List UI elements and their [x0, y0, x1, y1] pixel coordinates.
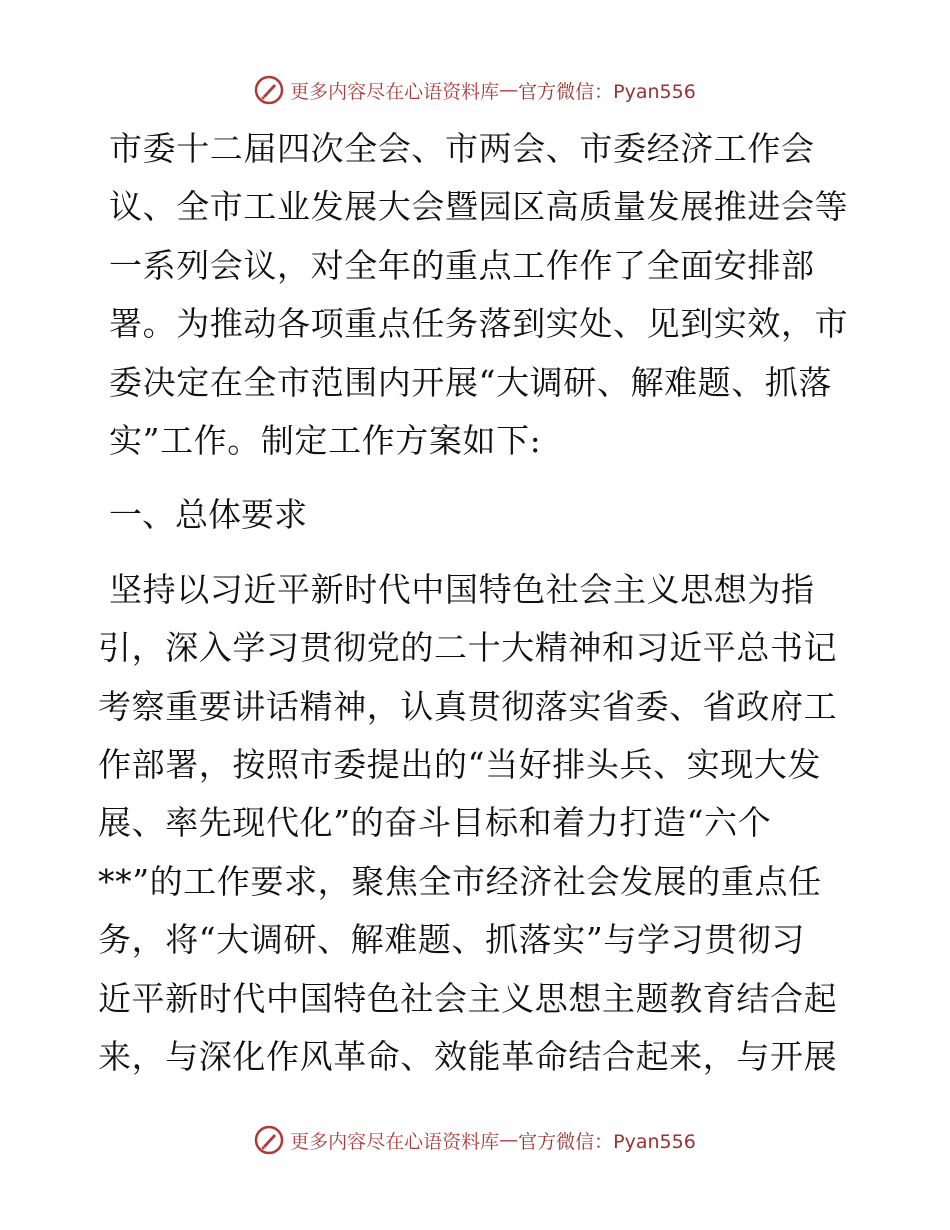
text-line: 近平新时代中国特色社会主义思想主题教育结合起 — [98, 978, 838, 1018]
banner-wechat: 官方微信：Pyan556 — [518, 80, 696, 103]
text-line: 实”工作。制定工作方案如下: — [109, 421, 542, 461]
banner-dash: — — [499, 1129, 519, 1151]
text-line: 务，将“大调研、解难题、抓落实”与学习贯彻习 — [98, 920, 805, 960]
banner-wechat: 官方微信：Pyan556 — [518, 1130, 696, 1153]
banner-text: 更多内容尽在心语资料库 — [290, 80, 500, 103]
text-line: 坚持以习近平新时代中国特色社会主义思想为指 — [109, 569, 815, 609]
banner-text: 更多内容尽在心语资料库 — [290, 1130, 500, 1153]
text-line: 一系列会议，对全年的重点工作作了全面安排部 — [109, 245, 815, 285]
text-line: 市委十二届四次全会、市两会、市委经济工作会 — [109, 129, 815, 168]
text-line: 署。为推动各项重点任务落到实处、见到实效，市 — [109, 304, 849, 344]
intro-paragraph — [98, 120, 858, 470]
text-line: 委决定在全市范围内开展“大调研、解难题、抓落 — [109, 362, 833, 402]
footer-banner — [0, 1122, 950, 1158]
document-body — [98, 120, 858, 1087]
text-line: **”的工作要求，聚焦全市经济社会发展的重点任 — [98, 861, 822, 901]
logo-icon — [254, 1125, 284, 1155]
text-line: 引，深入学习贯彻党的二十大精神和习近平总书记 — [98, 628, 838, 668]
logo-icon — [254, 75, 284, 105]
text-line: 议、全市工业发展大会暨园区高质量发展推进会等 — [109, 187, 849, 227]
text-line: 考察重要讲话精神，认真贯彻落实省委、省政府工 — [98, 686, 838, 726]
section-heading: 一、总体要求 — [109, 495, 307, 535]
text-line: 展、率先现代化”的奋斗目标和着力打造“六个 — [98, 803, 772, 843]
banner-dash: — — [499, 79, 519, 101]
text-line: 作部署，按照市委提出的“当好排头兵、实现大发 — [98, 745, 822, 785]
header-banner — [0, 72, 950, 108]
text-line: 来，与深化作风革命、效能革命结合起来，与开展 — [98, 1037, 838, 1077]
section-1-paragraph — [98, 561, 858, 1087]
